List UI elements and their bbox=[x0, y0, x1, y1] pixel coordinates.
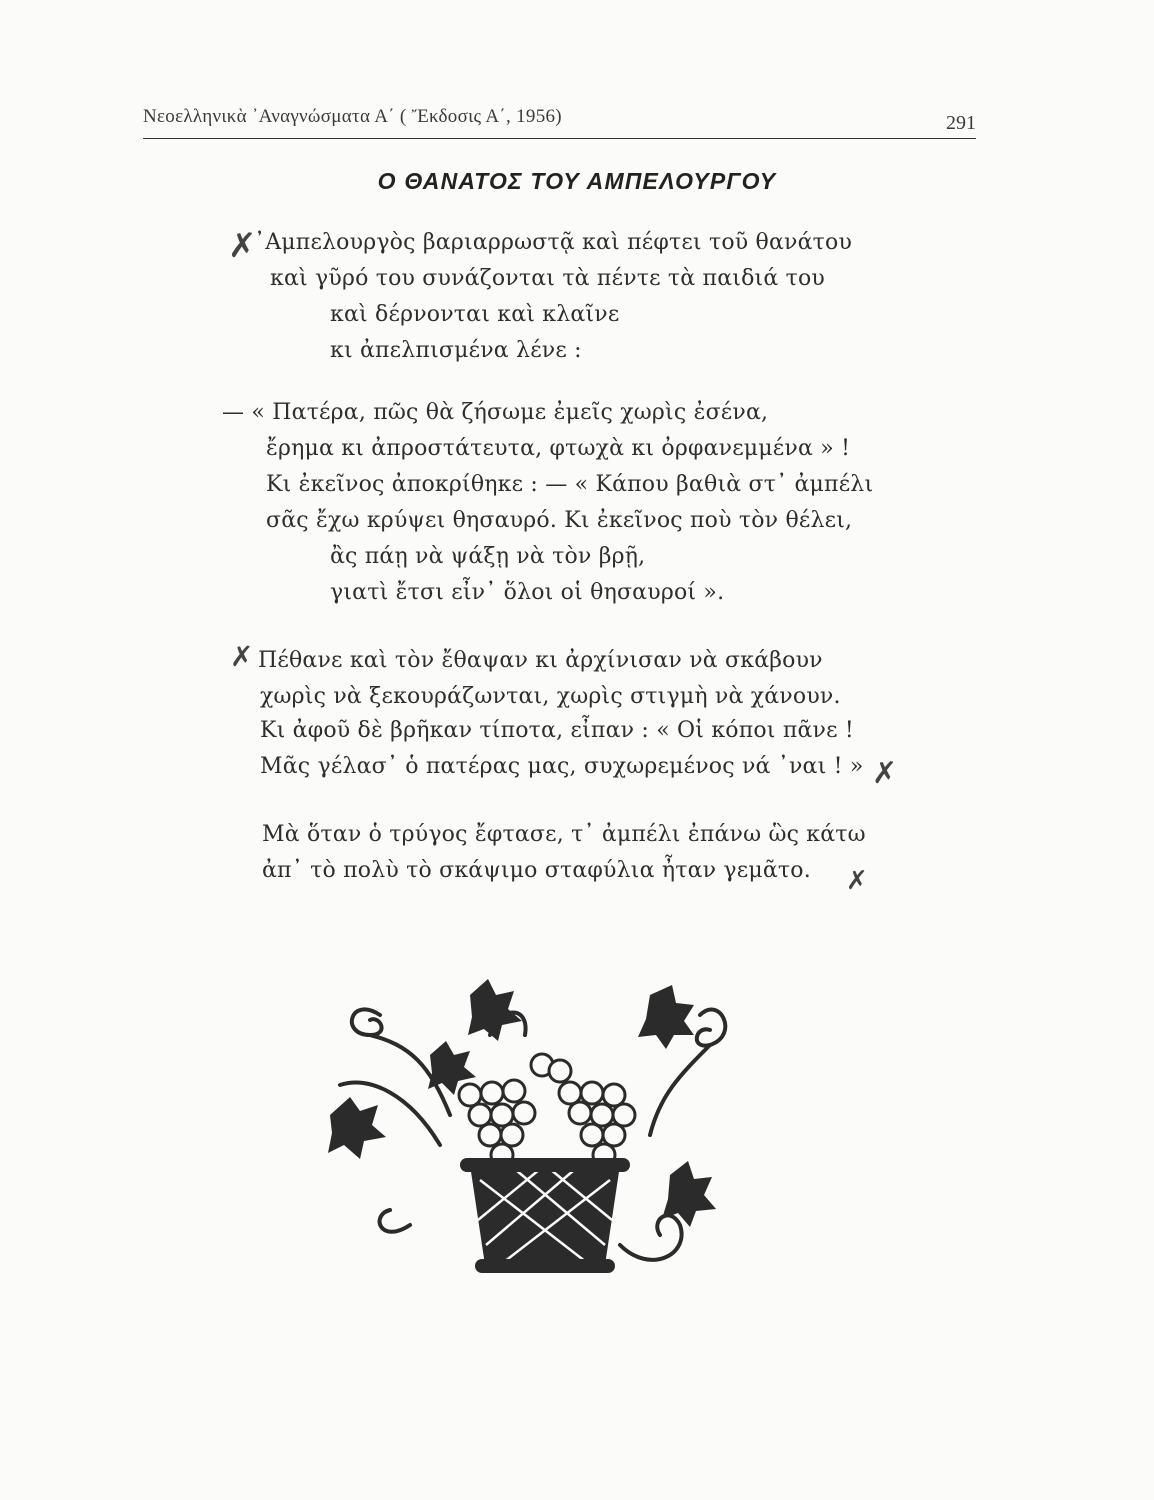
poem-line: ᾿Αμπελουργὸς βαριαρρωστᾷ καὶ πέφτει τοῦ θανάτου bbox=[254, 230, 853, 255]
running-title: Νεοελληνικὰ ᾿Αναγνώσματα Α΄ ( Ἔκδοσις Α΄, 1956) bbox=[143, 106, 562, 127]
poem-line: ἔρημα κι ἀπροστάτευτα, φτωχὰ κι ὀρφανεμμένα » ! bbox=[266, 436, 851, 461]
poem-line: ἀπ᾿ τὸ πολὺ τὸ σκάψιμο σταφύλια ἦταν γεμᾶτο. bbox=[262, 858, 811, 883]
poem-line: Μὰ ὅταν ὁ τρύγος ἔφτασε, τ᾿ ἀμπέλι ἐπάνω ὣς κάτω bbox=[262, 822, 866, 847]
poem-line: Πέθανε καὶ τὸν ἔθαψαν κι ἀρχίνισαν νὰ σκάβουν bbox=[258, 648, 823, 673]
poem-line: Κι ἀφοῦ δὲ βρῆκαν τίποτα, εἶπαν : « Οἱ κόποι πᾶνε ! bbox=[260, 718, 854, 743]
poem-line: κι ἀπελπισμένα λένε : bbox=[330, 338, 582, 363]
poem-line: — « Πατέρα, πῶς θὰ ζήσωμε ἐμεῖς χωρὶς ἐσένα, bbox=[222, 400, 769, 425]
poem-line: χωρὶς νὰ ξεκουράζωνται, χωρὶς στιγμὴ νὰ χάνουν. bbox=[260, 684, 841, 709]
pencil-mark-icon: ✗ bbox=[230, 640, 254, 673]
grape-basket-icon bbox=[320, 975, 730, 1295]
pencil-mark-icon: ✗ bbox=[228, 226, 257, 266]
poem-line: γιατὶ ἔτσι εἶν᾿ ὅλοι οἱ θησαυροί ». bbox=[330, 580, 725, 605]
poem-line: Μᾶς γέλασ᾿ ὁ πατέρας μας, συχωρεμένος νά ᾿ναι ! » bbox=[260, 754, 864, 779]
page-number: 291 bbox=[946, 112, 976, 134]
poem-line: ἂς πάῃ νὰ ψάξῃ νὰ τὸν βρῇ, bbox=[330, 544, 646, 569]
poem-line: καὶ δέρνονται καὶ κλαῖνε bbox=[330, 302, 620, 327]
poem-line: καὶ γῦρό του συνάζονται τὰ πέντε τὰ παιδιά του bbox=[270, 266, 825, 291]
poem-line: Κι ἐκεῖνος ἀποκρίθηκε : — « Κάπου βαθιὰ στ᾿ ἀμπέλι bbox=[266, 472, 874, 497]
running-header bbox=[143, 104, 976, 139]
poem-line: σᾶς ἔχω κρύψει θησαυρό. Κι ἐκεῖνος ποὺ τὸν θέλει, bbox=[266, 508, 853, 533]
pencil-mark-icon: ✗ bbox=[872, 756, 898, 791]
pencil-mark-icon: ✗ bbox=[846, 866, 868, 896]
poem-title: Ο ΘΑΝΑΤΟΣ ΤΟΥ ΑΜΠΕΛΟΥΡΓΟΥ bbox=[377, 168, 777, 194]
